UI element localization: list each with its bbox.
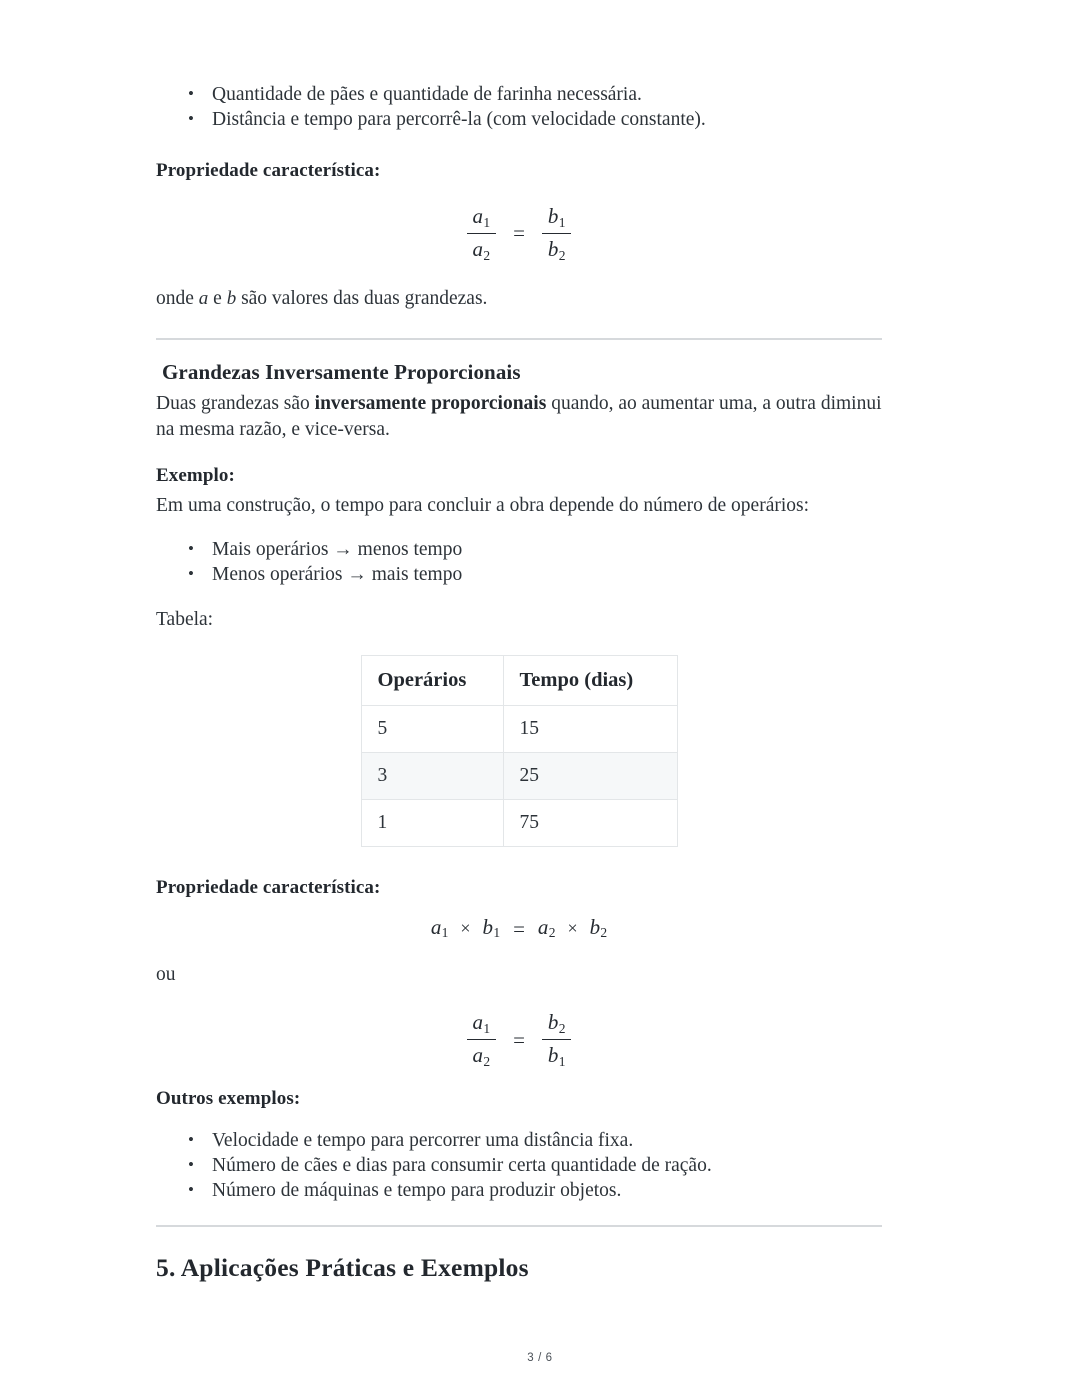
table-body [361, 705, 677, 846]
definition-suffix: quando, ao aumentar uma, a outra diminui na mesma razão, e vice-versa. [156, 392, 882, 440]
column-header-tempo: Tempo (dias) [503, 655, 677, 705]
cell-operarios: 1 [361, 799, 503, 846]
inverse-property-label: Propriedade característica: [156, 876, 381, 898]
table-container [156, 655, 882, 847]
list-item: • Menos operários → mais tempo [188, 562, 882, 587]
fraction-right [542, 204, 572, 264]
math-sub: 2 [600, 925, 608, 941]
inverse-definition [156, 391, 882, 443]
inverse-product-formula [156, 915, 882, 943]
page-footer: 3 / 6 [527, 1352, 553, 1364]
math-sub: 2 [483, 247, 491, 263]
column-header-operarios: Operários [361, 655, 503, 705]
fraction-right [542, 1010, 572, 1070]
math-var: a [430, 914, 442, 939]
math-operator-equals: = [513, 917, 525, 942]
intro-bullet-list [156, 82, 882, 132]
fraction-left [467, 1010, 497, 1070]
table-row [361, 705, 677, 752]
example-label: Exemplo: [156, 464, 235, 486]
math-sub: 2 [558, 247, 566, 263]
math-sub: 1 [483, 214, 491, 230]
direct-formula-note [156, 286, 882, 312]
math-var: a [537, 914, 549, 939]
table-head [361, 655, 677, 705]
page-content [156, 82, 882, 1283]
math-var: b [547, 236, 559, 261]
math-var: b [547, 1043, 559, 1068]
math-var: b [547, 204, 559, 228]
math-var: b [482, 914, 494, 939]
inverse-fraction-formula [156, 1010, 882, 1070]
note-mid: e [208, 287, 227, 309]
math-sub: 2 [558, 1021, 566, 1037]
example-bullet-list [156, 537, 882, 587]
cell-operarios: 3 [361, 752, 503, 799]
list-item: • Mais operários → menos tempo [188, 537, 882, 562]
math-sub: 1 [558, 1053, 566, 1069]
note-suffix: são valores das duas grandezas. [236, 287, 488, 309]
direct-proportion-formula [156, 204, 882, 264]
list-item: • Número de máquinas e tempo para produzir objetos. [188, 1178, 882, 1203]
cell-tempo: 15 [503, 705, 677, 752]
inverse-section-heading: Grandezas Inversamente Proporcionais [162, 359, 521, 384]
math-operator-times: × [567, 917, 578, 938]
math-sub: 2 [548, 925, 556, 941]
math-sub: 1 [558, 214, 566, 230]
math-var: a [472, 1043, 484, 1068]
math-operator-equals: = [513, 1027, 525, 1052]
note-prefix: onde [156, 287, 199, 309]
fraction-left [467, 204, 497, 264]
or-label: ou [156, 964, 176, 986]
direct-property-label: Propriedade característica: [156, 160, 381, 181]
table-label: Tabela: [156, 608, 214, 630]
table-row [361, 799, 677, 846]
table-header-row [361, 655, 677, 705]
list-item: • Velocidade e tempo para percorrer uma distância fixa. [188, 1128, 882, 1153]
next-section-heading: 5. Aplicações Práticas e Exemplos [156, 1252, 529, 1282]
definition-prefix: Duas grandezas são [156, 392, 315, 414]
math-sub: 1 [493, 925, 501, 941]
math-var: b [547, 1010, 559, 1035]
definition-bold: inversamente proporcionais [314, 392, 547, 414]
math-sub: 1 [483, 1021, 491, 1037]
other-examples-list [156, 1128, 882, 1203]
math-var-a: a [198, 287, 209, 309]
math-var: a [472, 236, 484, 261]
math-var: a [472, 1010, 484, 1035]
cell-tempo: 75 [503, 799, 677, 846]
list-item: • Distância e tempo para percorrê-la (com velocidade constante). [188, 107, 882, 132]
operarios-tempo-table [361, 655, 678, 847]
cell-operarios: 5 [361, 705, 503, 752]
list-item: • Número de cães e dias para consumir certa quantidade de ração. [188, 1153, 882, 1178]
math-operator-times: × [460, 917, 471, 938]
math-var-b: b [226, 287, 237, 309]
math-operator-equals: = [513, 221, 525, 246]
math-sub: 2 [483, 1053, 491, 1069]
example-text: Em uma construção, o tempo para concluir a obra depende do número de operários: [156, 494, 810, 516]
other-examples-label: Outros exemplos: [156, 1087, 301, 1109]
math-var: a [472, 204, 484, 228]
cell-tempo: 25 [503, 752, 677, 799]
math-var: b [589, 914, 601, 939]
table-row [361, 752, 677, 799]
math-sub: 1 [441, 925, 449, 941]
list-item: • Quantidade de pães e quantidade de farinha necessária. [188, 82, 882, 107]
